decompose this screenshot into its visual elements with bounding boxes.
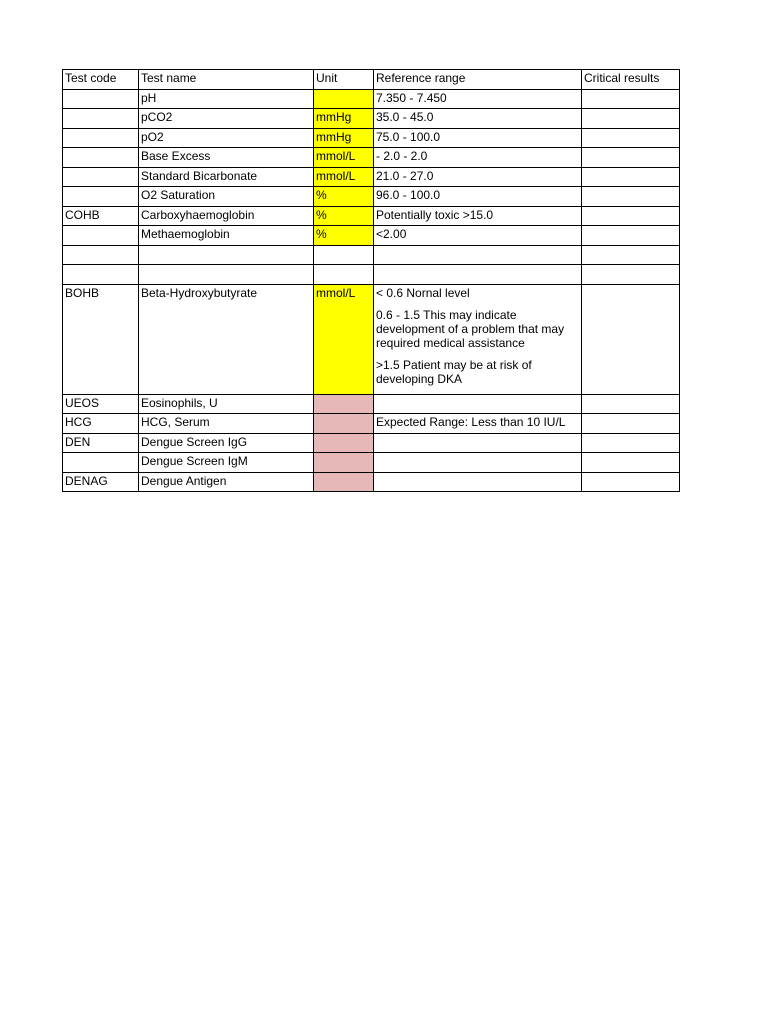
table-row bbox=[63, 414, 680, 434]
cell-reference-range[interactable] bbox=[374, 265, 582, 285]
cell-critical-results[interactable] bbox=[582, 472, 680, 492]
cell-test-name[interactable]: Methaemoglobin bbox=[139, 226, 314, 246]
cell-test-code[interactable] bbox=[63, 89, 139, 109]
cell-critical-results[interactable] bbox=[582, 245, 680, 265]
cell-critical-results[interactable] bbox=[582, 265, 680, 285]
header-reference-range[interactable]: Reference range bbox=[374, 70, 582, 90]
cell-unit[interactable] bbox=[314, 433, 374, 453]
cell-critical-results[interactable] bbox=[582, 89, 680, 109]
header-critical-results[interactable]: Critical results bbox=[582, 70, 680, 90]
header-test-name[interactable]: Test name bbox=[139, 70, 314, 90]
cell-test-name[interactable]: Beta-Hydroxybutyrate bbox=[139, 284, 314, 394]
cell-unit[interactable]: % bbox=[314, 206, 374, 226]
cell-critical-results[interactable] bbox=[582, 226, 680, 246]
reference-range-table bbox=[62, 69, 680, 492]
cell-test-code[interactable]: DEN bbox=[63, 433, 139, 453]
header-row bbox=[63, 70, 680, 90]
cell-test-code[interactable]: HCG bbox=[63, 414, 139, 434]
table-row bbox=[63, 453, 680, 473]
table-row bbox=[63, 265, 680, 285]
header-test-code[interactable]: Test code bbox=[63, 70, 139, 90]
cell-unit[interactable]: mmol/L bbox=[314, 284, 374, 394]
cell-test-name[interactable] bbox=[139, 245, 314, 265]
cell-unit[interactable]: % bbox=[314, 226, 374, 246]
cell-reference-range[interactable] bbox=[374, 394, 582, 414]
cell-reference-range[interactable] bbox=[374, 472, 582, 492]
cell-test-name[interactable]: Eosinophils, U bbox=[139, 394, 314, 414]
cell-critical-results[interactable] bbox=[582, 128, 680, 148]
cell-test-code[interactable] bbox=[63, 128, 139, 148]
cell-test-code[interactable] bbox=[63, 109, 139, 129]
cell-reference-range[interactable]: <2.00 bbox=[374, 226, 582, 246]
cell-reference-range[interactable]: 7.350 - 7.450 bbox=[374, 89, 582, 109]
cell-test-code[interactable] bbox=[63, 167, 139, 187]
cell-unit[interactable] bbox=[314, 394, 374, 414]
cell-test-code[interactable] bbox=[63, 148, 139, 168]
cell-test-name[interactable]: Dengue Antigen bbox=[139, 472, 314, 492]
cell-unit[interactable]: mmHg bbox=[314, 128, 374, 148]
cell-critical-results[interactable] bbox=[582, 394, 680, 414]
cell-reference-range[interactable]: 75.0 - 100.0 bbox=[374, 128, 582, 148]
cell-critical-results[interactable] bbox=[582, 414, 680, 434]
cell-reference-range[interactable] bbox=[374, 433, 582, 453]
cell-critical-results[interactable] bbox=[582, 433, 680, 453]
cell-unit[interactable] bbox=[314, 472, 374, 492]
reference-range-line: >1.5 Patient may be at risk of developing DKA bbox=[376, 357, 532, 386]
cell-critical-results[interactable] bbox=[582, 167, 680, 187]
cell-reference-range[interactable]: 21.0 - 27.0 bbox=[374, 167, 582, 187]
cell-unit[interactable]: mmol/L bbox=[314, 167, 374, 187]
cell-test-code[interactable] bbox=[63, 453, 139, 473]
cell-test-name[interactable]: HCG, Serum bbox=[139, 414, 314, 434]
cell-test-name[interactable]: Carboxyhaemoglobin bbox=[139, 206, 314, 226]
cell-reference-range[interactable]: - 2.0 - 2.0 bbox=[374, 148, 582, 168]
cell-critical-results[interactable] bbox=[582, 206, 680, 226]
cell-test-name[interactable] bbox=[139, 265, 314, 285]
cell-test-name[interactable]: pH bbox=[139, 89, 314, 109]
cell-reference-range[interactable]: 35.0 - 45.0 bbox=[374, 109, 582, 129]
table-row bbox=[63, 284, 680, 394]
cell-critical-results[interactable] bbox=[582, 148, 680, 168]
cell-unit[interactable] bbox=[314, 414, 374, 434]
cell-test-name[interactable]: Base Excess bbox=[139, 148, 314, 168]
header-unit[interactable]: Unit bbox=[314, 70, 374, 90]
table-row bbox=[63, 226, 680, 246]
table-row bbox=[63, 109, 680, 129]
table-row bbox=[63, 167, 680, 187]
cell-unit[interactable] bbox=[314, 453, 374, 473]
cell-test-name[interactable]: Dengue Screen IgM bbox=[139, 453, 314, 473]
cell-test-code[interactable]: BOHB bbox=[63, 284, 139, 394]
cell-reference-range[interactable] bbox=[374, 453, 582, 473]
cell-reference-range[interactable]: 96.0 - 100.0 bbox=[374, 187, 582, 207]
cell-test-code[interactable] bbox=[63, 245, 139, 265]
cell-test-name[interactable]: pCO2 bbox=[139, 109, 314, 129]
cell-unit[interactable]: mmol/L bbox=[314, 148, 374, 168]
cell-unit[interactable]: mmHg bbox=[314, 109, 374, 129]
table-row bbox=[63, 187, 680, 207]
cell-critical-results[interactable] bbox=[582, 284, 680, 394]
cell-test-name[interactable]: O2 Saturation bbox=[139, 187, 314, 207]
cell-reference-range[interactable] bbox=[374, 284, 582, 394]
cell-reference-range[interactable]: Potentially toxic >15.0 bbox=[374, 206, 582, 226]
table-row bbox=[63, 206, 680, 226]
cell-unit[interactable]: % bbox=[314, 187, 374, 207]
cell-test-name[interactable]: pO2 bbox=[139, 128, 314, 148]
reference-range-line: < 0.6 Nornal level bbox=[376, 285, 470, 300]
table-row bbox=[63, 394, 680, 414]
cell-test-code[interactable]: COHB bbox=[63, 206, 139, 226]
table-row bbox=[63, 89, 680, 109]
cell-test-code[interactable] bbox=[63, 226, 139, 246]
cell-unit[interactable] bbox=[314, 245, 374, 265]
cell-unit[interactable] bbox=[314, 89, 374, 109]
cell-test-code[interactable]: DENAG bbox=[63, 472, 139, 492]
table-row bbox=[63, 472, 680, 492]
cell-test-code[interactable]: UEOS bbox=[63, 394, 139, 414]
cell-reference-range[interactable]: Expected Range: Less than 10 IU/L bbox=[374, 414, 582, 434]
cell-test-name[interactable]: Dengue Screen IgG bbox=[139, 433, 314, 453]
table-row bbox=[63, 148, 680, 168]
cell-test-code[interactable] bbox=[63, 187, 139, 207]
reference-range-line: 0.6 - 1.5 This may indicate development of a problem that may required medical assistance bbox=[376, 307, 565, 350]
cell-critical-results[interactable] bbox=[582, 453, 680, 473]
table-row bbox=[63, 245, 680, 265]
cell-unit[interactable] bbox=[314, 265, 374, 285]
cell-critical-results[interactable] bbox=[582, 187, 680, 207]
cell-critical-results[interactable] bbox=[582, 109, 680, 129]
cell-reference-range[interactable] bbox=[374, 245, 582, 265]
cell-test-code[interactable] bbox=[63, 265, 139, 285]
table-row bbox=[63, 128, 680, 148]
cell-test-name[interactable]: Standard Bicarbonate bbox=[139, 167, 314, 187]
table-row bbox=[63, 433, 680, 453]
